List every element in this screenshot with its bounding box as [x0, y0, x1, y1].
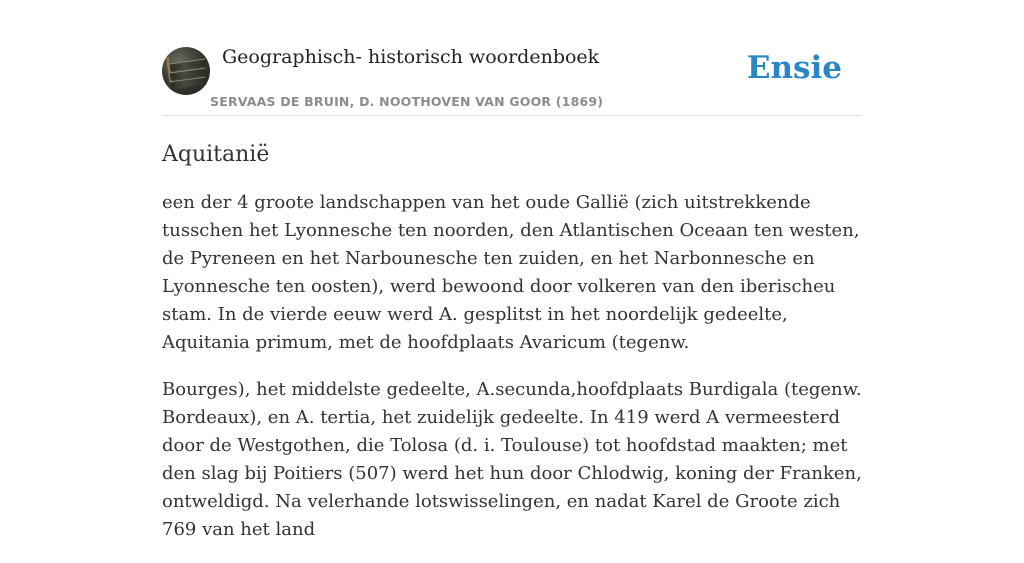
entry-title: Aquitanië — [162, 142, 270, 167]
entry-container — [162, 40, 862, 563]
book-stack-icon[interactable] — [162, 47, 210, 95]
entry-body — [162, 189, 862, 544]
dictionary-authors: SERVAAS DE BRUIN, D. NOOTHOVEN VAN GOOR (1869) — [210, 94, 604, 109]
entry-paragraph: een der 4 groote landschappen van het oude Gallië (zich uitstrekkende tusschen het Lyonnesche ten noorden, den Atlantischen Oceaan ten westen, de Pyreneen en het Narbounesche ten zuiden, en het Narbonnesche en Lyonnesche ten oosten), werd bewoond door volkeren van den iberischeu stam. In de vierde eeuw werd A. gesplitst in het noordelijk gedeelte, Aquitania primum, met de hoofdplaats Avaricum (tegenw. — [162, 192, 860, 353]
entry-paragraph: Bourges), het middelste gedeelte, A.secunda,hoofdplaats Burdigala (tegenw. Bordeaux), en A. tertia, het zuidelijk gedeelte. In 419 werd A vermeesterd door de Westgothen, die Tolosa (d. i. Toulouse) tot hoofdstad maakten; met den slag bij Poitiers (507) werd het hun door Chlodwig, koning der Franken, ontweldigd. Na velerhande lotswisselingen, en nadat Karel de Groote zich 769 van het land — [162, 379, 862, 540]
dictionary-title-link[interactable]: Geographisch- historisch woordenboek — [222, 46, 600, 68]
ensie-logo-link[interactable]: Ensie — [746, 50, 842, 86]
dictionary-header — [162, 40, 862, 116]
